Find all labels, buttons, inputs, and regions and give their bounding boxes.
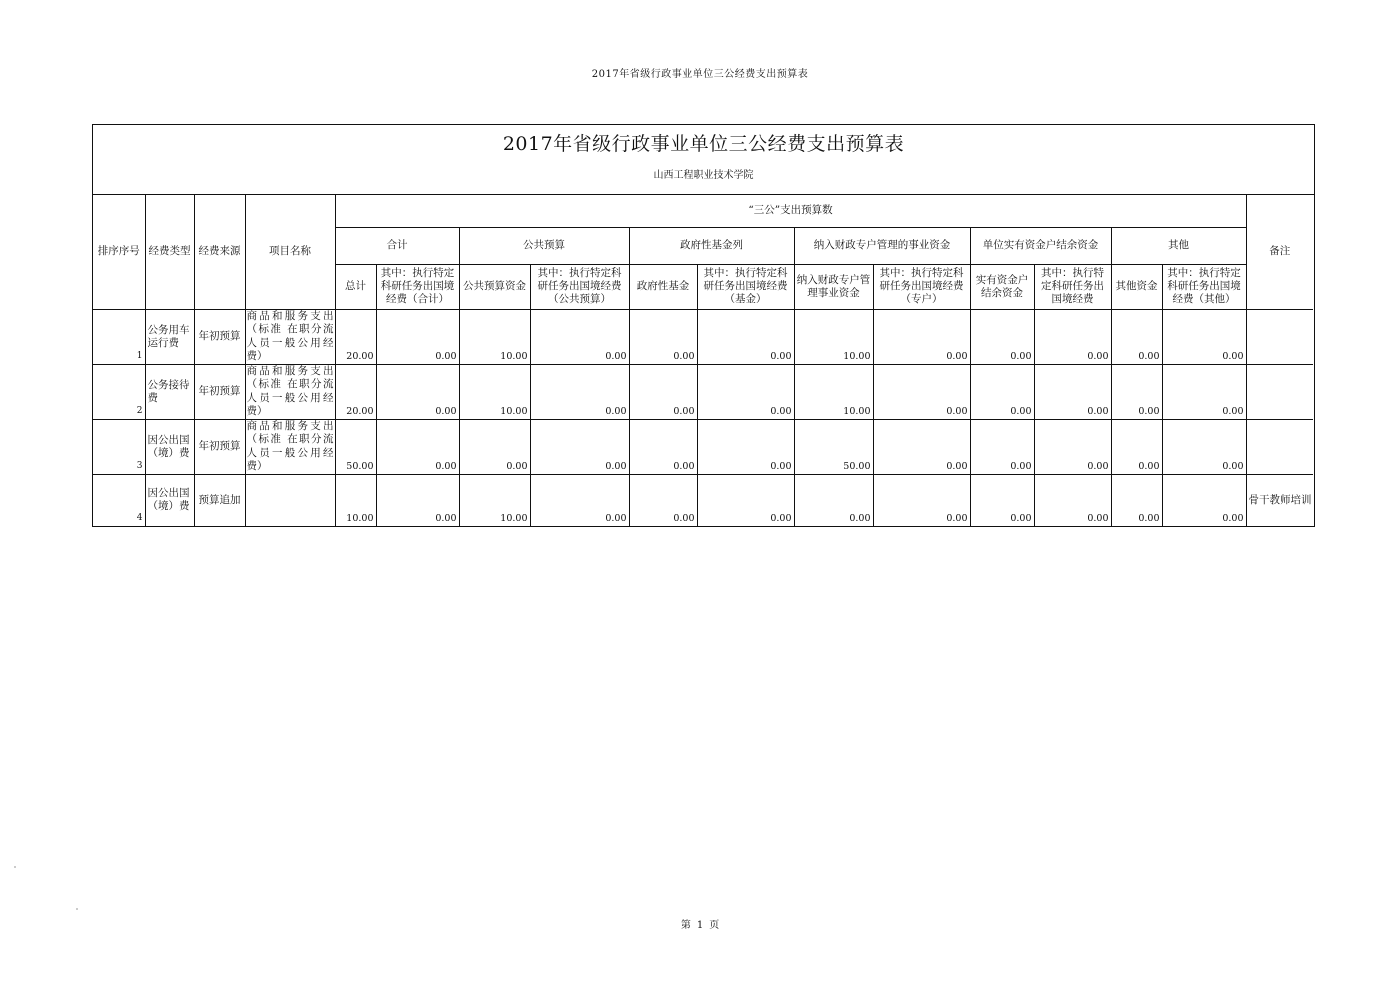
header-fee-source: 经费来源 xyxy=(194,195,245,309)
fee-type-cell: 因公出国（境）费 xyxy=(145,474,194,526)
amount-cell: 0.00 xyxy=(873,419,970,474)
fee-source-cell: 年初预算 xyxy=(194,419,245,474)
remark-cell: 骨干教师培训 xyxy=(1246,474,1313,526)
amount-cell: 0.00 xyxy=(970,419,1034,474)
amount-cell: 0.00 xyxy=(1162,309,1246,364)
unit-name: 山西工程职业技术学院 xyxy=(653,170,754,181)
amount-cell: 0.00 xyxy=(873,364,970,419)
amount-cell: 0.00 xyxy=(530,474,629,526)
header-seq: 排序序号 xyxy=(93,195,145,309)
page-number: 1 xyxy=(696,920,704,931)
amount-cell: 0.00 xyxy=(1162,419,1246,474)
remark-cell xyxy=(1246,364,1313,419)
amount-cell: 10.00 xyxy=(794,364,873,419)
page-number-footer xyxy=(0,916,1400,931)
amount-cell: 10.00 xyxy=(794,309,873,364)
amount-cell: 0.00 xyxy=(1034,419,1111,474)
budget-sheet xyxy=(92,124,1315,527)
header-group-public-budget: 公共预算 xyxy=(459,227,629,264)
amount-cell: 0.00 xyxy=(530,309,629,364)
scan-speck xyxy=(14,866,16,868)
amount-cell: 0.00 xyxy=(697,364,794,419)
fee-type-cell: 因公出国（境）费 xyxy=(145,419,194,474)
header-project-name: 项目名称 xyxy=(245,195,335,309)
header-group-unit-balance: 单位实有资金户结余资金 xyxy=(970,227,1111,264)
amount-cell: 0.00 xyxy=(629,419,697,474)
header-group-other: 其他 xyxy=(1111,227,1246,264)
amount-cell: 0.00 xyxy=(794,474,873,526)
header-group-gov-fund: 政府性基金列 xyxy=(629,227,794,264)
budget-table xyxy=(93,195,1313,526)
header-sub-cell: 政府性基金 xyxy=(629,264,697,309)
amount-cell: 0.00 xyxy=(1162,474,1246,526)
amount-cell: 20.00 xyxy=(335,309,376,364)
amount-cell: 0.00 xyxy=(697,474,794,526)
amount-cell: 0.00 xyxy=(629,474,697,526)
header-sub-cell: 公共预算资金 xyxy=(459,264,530,309)
remark-cell xyxy=(1246,309,1313,364)
amount-cell: 0.00 xyxy=(376,364,459,419)
amount-cell: 0.00 xyxy=(1162,364,1246,419)
header-sangong-group: “三公”支出预算数 xyxy=(335,195,1246,227)
header-sub-cell: 其中：执行特定科研任务出国境经费 xyxy=(1034,264,1111,309)
amount-cell: 0.00 xyxy=(1034,364,1111,419)
table-row xyxy=(93,419,1313,474)
fee-source-cell: 预算追加 xyxy=(194,474,245,526)
amount-cell: 0.00 xyxy=(697,419,794,474)
header-sub-cell: 实有资金户结余资金 xyxy=(970,264,1034,309)
amount-cell: 0.00 xyxy=(629,309,697,364)
amount-cell: 0.00 xyxy=(1111,474,1162,526)
header-sub-cell: 其中：执行特定科研任务出国境经费（合计） xyxy=(376,264,459,309)
fee-type-cell: 公务用车运行费 xyxy=(145,309,194,364)
amount-cell: 0.00 xyxy=(873,309,970,364)
table-row xyxy=(93,309,1313,364)
header-group-total: 合计 xyxy=(335,227,459,264)
amount-cell: 0.00 xyxy=(376,419,459,474)
header-sub-cell: 纳入财政专户管理事业资金 xyxy=(794,264,873,309)
page-running-header: 2017年省级行政事业单位三公经费支出预算表 xyxy=(591,69,809,80)
page-suffix: 页 xyxy=(709,920,720,931)
amount-cell: 50.00 xyxy=(335,419,376,474)
amount-cell: 0.00 xyxy=(1034,474,1111,526)
page-prefix: 第 xyxy=(680,920,691,931)
report-title: 2017年省级行政事业单位三公经费支出预算表 xyxy=(502,133,905,155)
amount-cell: 0.00 xyxy=(1111,309,1162,364)
amount-cell: 0.00 xyxy=(970,309,1034,364)
header-sub-cell: 其中：执行特定科研任务出国境经费（其他） xyxy=(1162,264,1246,309)
project-name-cell: 商品和服务支出（标准 在职分流人员一般公用经费） xyxy=(246,309,334,362)
table-row xyxy=(93,364,1313,419)
amount-cell: 0.00 xyxy=(530,419,629,474)
amount-cell: 0.00 xyxy=(697,309,794,364)
header-sub-cell: 其中：执行特定科研任务出国境经费（专户） xyxy=(873,264,970,309)
fee-type-cell: 公务接待费 xyxy=(145,364,194,419)
amount-cell: 0.00 xyxy=(376,309,459,364)
header-sub-cell: 其中：执行特定科研任务出国境经费（基金） xyxy=(697,264,794,309)
seq-cell: 3 xyxy=(93,419,145,474)
header-sub-cell: 其他资金 xyxy=(1111,264,1162,309)
amount-cell: 0.00 xyxy=(970,474,1034,526)
project-name-cell xyxy=(245,474,335,526)
remark-cell xyxy=(1246,419,1313,474)
amount-cell: 10.00 xyxy=(459,309,530,364)
amount-cell: 0.00 xyxy=(970,364,1034,419)
header-group-special-account: 纳入财政专户管理的事业资金 xyxy=(794,227,970,264)
amount-cell: 10.00 xyxy=(335,474,376,526)
fee-source-cell: 年初预算 xyxy=(194,309,245,364)
amount-cell: 0.00 xyxy=(530,364,629,419)
amount-cell: 0.00 xyxy=(376,474,459,526)
amount-cell: 0.00 xyxy=(1034,309,1111,364)
amount-cell: 10.00 xyxy=(459,364,530,419)
title-block xyxy=(93,125,1314,195)
scan-speck xyxy=(76,908,78,910)
amount-cell: 0.00 xyxy=(1111,364,1162,419)
header-fee-type: 经费类型 xyxy=(145,195,194,309)
amount-cell: 0.00 xyxy=(459,419,530,474)
seq-cell: 4 xyxy=(93,474,145,526)
table-row xyxy=(93,474,1313,526)
header-sub-cell: 总计 xyxy=(335,264,376,309)
amount-cell: 50.00 xyxy=(794,419,873,474)
amount-cell: 0.00 xyxy=(1111,419,1162,474)
header-remark: 备注 xyxy=(1246,195,1313,309)
fee-source-cell: 年初预算 xyxy=(194,364,245,419)
seq-cell: 1 xyxy=(93,309,145,364)
project-name-cell: 商品和服务支出（标准 在职分流人员一般公用经费） xyxy=(246,364,334,417)
amount-cell: 0.00 xyxy=(873,474,970,526)
amount-cell: 0.00 xyxy=(629,364,697,419)
seq-cell: 2 xyxy=(93,364,145,419)
header-sub-cell: 其中：执行特定科研任务出国境经费（公共预算） xyxy=(530,264,629,309)
project-name-cell: 商品和服务支出（标准 在职分流人员一般公用经费） xyxy=(246,419,334,472)
amount-cell: 10.00 xyxy=(459,474,530,526)
amount-cell: 20.00 xyxy=(335,364,376,419)
